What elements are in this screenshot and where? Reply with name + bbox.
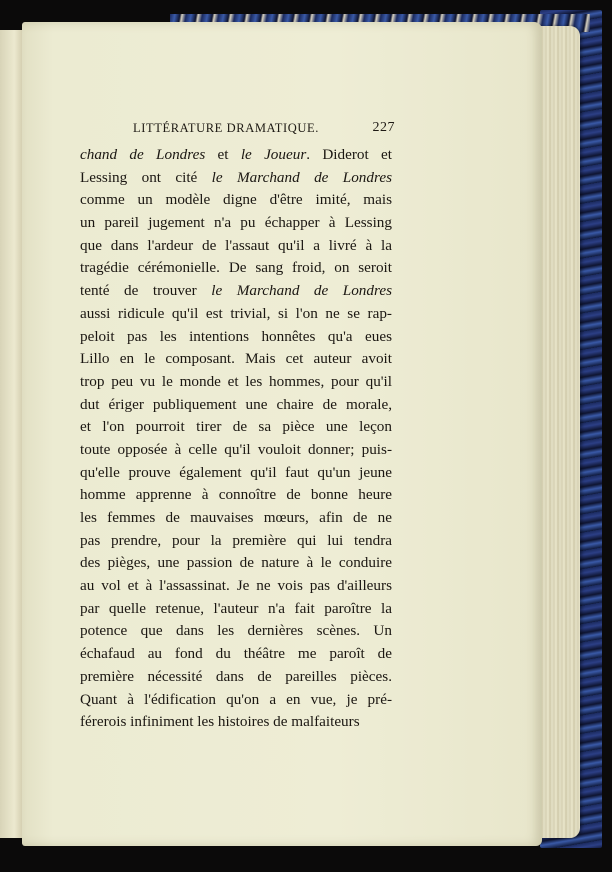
text-line: les femmes de mauvaises mœurs, afin de ne	[80, 509, 392, 526]
text-line: première nécessité dans de pareilles pièces.	[80, 667, 392, 685]
text-line: tragédie cérémonielle. De sang froid, on seroit	[80, 259, 392, 277]
text-line: échafaud au fond du théâtre me paroît de	[80, 645, 392, 663]
text-line: dut ériger publiquement une chaire de morale,	[80, 395, 392, 413]
text-line: tenté de trouver le Marchand de Londres	[80, 282, 392, 300]
running-head: LITTÉRATURE DRAMATIQUE.	[133, 121, 320, 135]
text-line: aussi ridicule qu'il est trivial, si l'on ne se rap-	[80, 304, 392, 322]
text-line: que dans l'ardeur de l'assaut qu'il a livré à la	[80, 236, 392, 254]
text-line: par quelle retenue, l'auteur n'a fait paroître la	[80, 599, 392, 617]
text-line: et l'on pourroit tirer de sa pièce une leçon	[80, 418, 392, 436]
text-line: trop peu vu le monde et les hommes, pour qu'il	[80, 372, 392, 390]
page-header	[133, 121, 395, 139]
text-line: potence que dans les dernières scènes. Un	[80, 622, 392, 640]
text-line: peloit pas les intentions honnêtes qu'a eues	[80, 327, 392, 345]
text-line: chand de Londres et le Joueur. Diderot et	[80, 146, 392, 163]
text-line: au vol et à l'assassinat. Je ne vois pas d'ailleurs	[80, 577, 392, 595]
text-line: qu'elle prouve également qu'il faut qu'un jeune	[80, 463, 392, 481]
text-line: Quant à l'édification qu'on a en vue, je pré-	[80, 690, 392, 708]
text-line: des pièges, une passion de nature à le conduire	[80, 554, 392, 572]
body-text	[80, 144, 392, 734]
text-line: homme apprenne à connoître de bonne heure	[80, 486, 392, 504]
text-line: toute opposée à celle qu'il vouloit donner; puis-	[80, 440, 392, 458]
text-line: férerois infiniment les histoires de malfaiteurs	[80, 713, 360, 731]
page-number: 227	[372, 120, 395, 135]
text-line: Lessing ont cité le Marchand de Londres	[80, 168, 392, 186]
text-line: comme un modèle digne d'être imité, mais	[80, 191, 392, 209]
text-line: pas prendre, pour la première qui lui tendra	[80, 531, 392, 549]
text-line: Lillo en le composant. Mais cet auteur avoit	[80, 350, 392, 368]
text-line: un pareil jugement n'a pu échapper à Lessing	[80, 214, 392, 232]
